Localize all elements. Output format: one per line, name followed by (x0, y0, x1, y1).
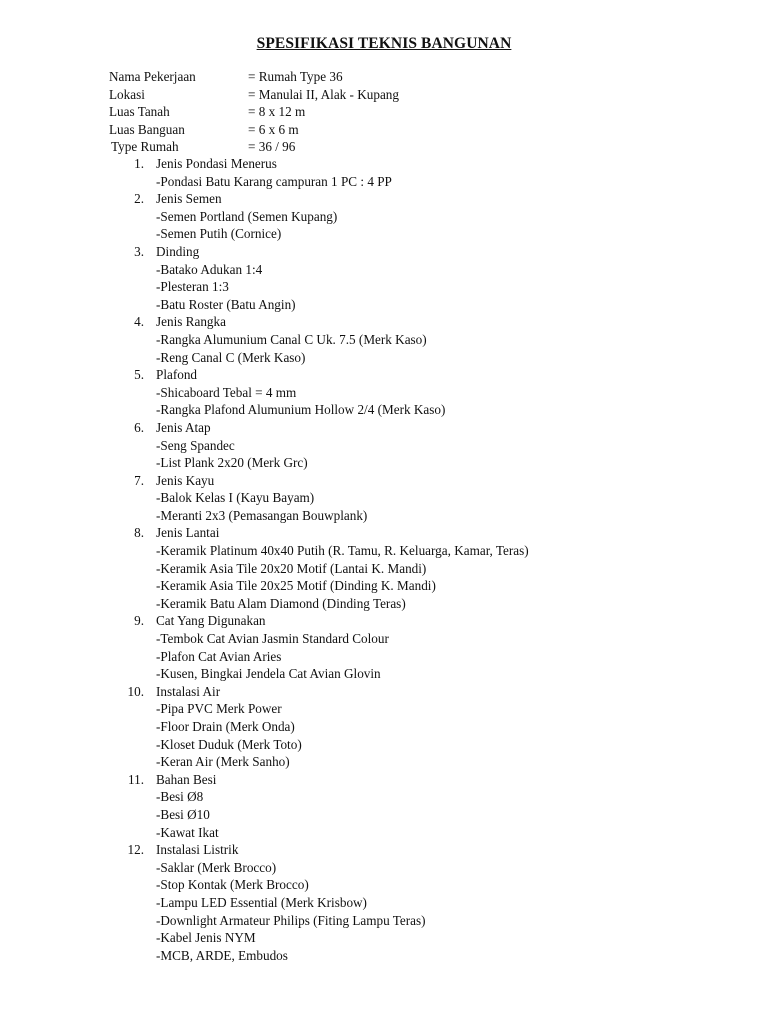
info-value: = 36 / 96 (248, 139, 296, 154)
section-heading: Jenis Semen (156, 191, 222, 207)
list-item (0, 278, 768, 296)
list-item-text: -Kabel Jenis NYM (156, 930, 256, 946)
list-item (0, 788, 768, 806)
list-item-text: -Meranti 2x3 (Pemasangan Bouwplank) (156, 507, 368, 523)
list-item-text: -Kawat Ikat (156, 824, 219, 840)
list-item-text: -Floor Drain (Merk Onda) (156, 719, 295, 734)
list-item-text: -Saklar (Merk Brocco) (156, 859, 277, 875)
info-value: = 8 x 12 m (248, 104, 306, 119)
section-heading-row (0, 771, 768, 789)
list-item (0, 806, 768, 824)
list-item (0, 349, 768, 367)
list-item-text: -List Plank 2x20 (Merk Grc) (156, 455, 308, 471)
list-item-text: -Kusen, Bingkai Jendela Cat Avian Glovin (156, 666, 381, 682)
list-item (0, 261, 768, 279)
list-item (0, 700, 768, 718)
list-item (0, 296, 768, 314)
list-item (0, 665, 768, 683)
section-heading-row (0, 841, 768, 859)
info-row (109, 121, 399, 139)
list-item-text: -Plesteran 1:3 (156, 279, 229, 295)
info-value: = 6 x 6 m (248, 121, 299, 137)
list-item-text: -Keran Air (Merk Sanho) (156, 754, 290, 770)
section-number: 5. (134, 367, 144, 383)
list-item-text: -Seng Spandec (156, 437, 235, 453)
section-heading-row (0, 524, 768, 542)
list-item-text: -MCB, ARDE, Embudos (156, 947, 288, 963)
section-number: 7. (134, 472, 144, 488)
section-heading: Bahan Besi (156, 771, 217, 787)
list-item (0, 401, 768, 419)
section-heading-row (0, 190, 768, 208)
section-heading-row (0, 313, 768, 331)
list-item-text: -Downlight Armateur Philips (Fiting Lampu Teras) (156, 912, 426, 928)
specification-list (0, 155, 768, 964)
info-label: Nama Pekerjaan (109, 69, 196, 84)
list-item (0, 753, 768, 771)
list-item-text: -Keramik Asia Tile 20x20 Motif (Lantai K. Mandi) (156, 560, 427, 576)
section-heading: Jenis Kayu (156, 472, 215, 488)
section-heading-row (0, 419, 768, 437)
list-item (0, 577, 768, 595)
section-heading-row (0, 683, 768, 701)
section-number: 3. (134, 243, 144, 259)
list-item-text: -Keramik Batu Alam Diamond (Dinding Teras) (156, 595, 406, 611)
list-item (0, 560, 768, 578)
list-item (0, 912, 768, 930)
list-item (0, 595, 768, 613)
section-heading-row (0, 472, 768, 490)
section-heading: Instalasi Listrik (156, 842, 239, 858)
list-item (0, 947, 768, 965)
section-heading-row (0, 366, 768, 384)
section-heading: Instalasi Air (156, 683, 221, 699)
list-item-text: -Pipa PVC Merk Power (156, 701, 282, 717)
info-row (109, 138, 399, 156)
list-item (0, 824, 768, 842)
list-item (0, 173, 768, 191)
list-item-text: -Semen Portland (Semen Kupang) (156, 208, 338, 224)
list-item (0, 225, 768, 243)
list-item-text: -Tembok Cat Avian Jasmin Standard Colour (156, 631, 389, 647)
list-item-text: -Rangka Alumunium Canal C Uk. 7.5 (Merk Kaso) (156, 331, 427, 347)
section-number: 9. (134, 613, 144, 629)
list-item (0, 208, 768, 226)
section-heading-row (0, 243, 768, 261)
section-number: 8. (134, 525, 144, 541)
section-heading: Cat Yang Digunakan (156, 613, 266, 629)
info-row (109, 103, 399, 121)
list-item (0, 454, 768, 472)
section-heading: Jenis Pondasi Menerus (156, 156, 277, 171)
info-label: Luas Banguan (109, 121, 185, 137)
list-item (0, 331, 768, 349)
list-item (0, 718, 768, 736)
list-item (0, 859, 768, 877)
list-item-text: -Pondasi Batu Karang campuran 1 PC : 4 PP (156, 173, 392, 189)
list-item-text: -Kloset Duduk (Merk Toto) (156, 736, 302, 752)
section-heading-row (0, 155, 768, 173)
list-item-text: -Keramik Platinum 40x40 Putih (R. Tamu, R. Keluarga, Kamar, Teras) (156, 543, 529, 559)
list-item (0, 542, 768, 560)
section-heading: Jenis Atap (156, 419, 211, 435)
list-item (0, 894, 768, 912)
section-heading: Jenis Rangka (156, 314, 226, 330)
section-number: 2. (134, 191, 144, 207)
list-item (0, 384, 768, 402)
list-item (0, 929, 768, 947)
section-number: 4. (134, 314, 144, 330)
section-number: 1. (134, 156, 144, 171)
info-value: = Rumah Type 36 (248, 69, 343, 84)
list-item-text: -Lampu LED Essential (Merk Krisbow) (156, 894, 367, 910)
info-label: Luas Tanah (109, 104, 170, 119)
section-number: 10. (127, 683, 144, 699)
list-item-text: -Batu Roster (Batu Angin) (156, 296, 296, 312)
project-info (109, 68, 399, 156)
list-item-text: -Stop Kontak (Merk Brocco) (156, 877, 309, 893)
list-item-text: -Batako Adukan 1:4 (156, 261, 263, 277)
list-item-text: -Besi Ø10 (156, 806, 210, 822)
section-number: 6. (134, 419, 144, 435)
document-title: SPESIFIKASI TEKNIS BANGUNAN (256, 35, 512, 52)
section-number: 11. (128, 771, 144, 787)
list-item (0, 630, 768, 648)
info-label: Lokasi (109, 86, 145, 102)
list-item-text: -Plafon Cat Avian Aries (156, 648, 282, 664)
list-item-text: -Shicaboard Tebal = 4 mm (156, 384, 297, 400)
section-heading: Plafond (156, 367, 198, 383)
list-item-text: -Balok Kelas I (Kayu Bayam) (156, 490, 315, 506)
info-label: Type Rumah (111, 139, 179, 154)
section-number: 12. (127, 842, 144, 858)
list-item (0, 648, 768, 666)
section-heading-row (0, 612, 768, 630)
list-item-text: -Reng Canal C (Merk Kaso) (156, 349, 306, 365)
list-item-text: -Rangka Plafond Alumunium Hollow 2/4 (Merk Kaso) (156, 402, 446, 418)
list-item (0, 736, 768, 754)
list-item (0, 507, 768, 525)
list-item (0, 437, 768, 455)
info-row (109, 86, 399, 104)
list-item-text: -Semen Putih (Cornice) (156, 226, 282, 242)
info-value: = Manulai II, Alak - Kupang (248, 86, 399, 102)
section-heading: Dinding (156, 243, 200, 259)
list-item (0, 876, 768, 894)
section-heading: Jenis Lantai (156, 525, 220, 541)
info-row (109, 68, 399, 86)
list-item (0, 489, 768, 507)
list-item-text: -Besi Ø8 (156, 789, 204, 805)
list-item-text: -Keramik Asia Tile 20x25 Motif (Dinding K. Mandi) (156, 578, 436, 594)
